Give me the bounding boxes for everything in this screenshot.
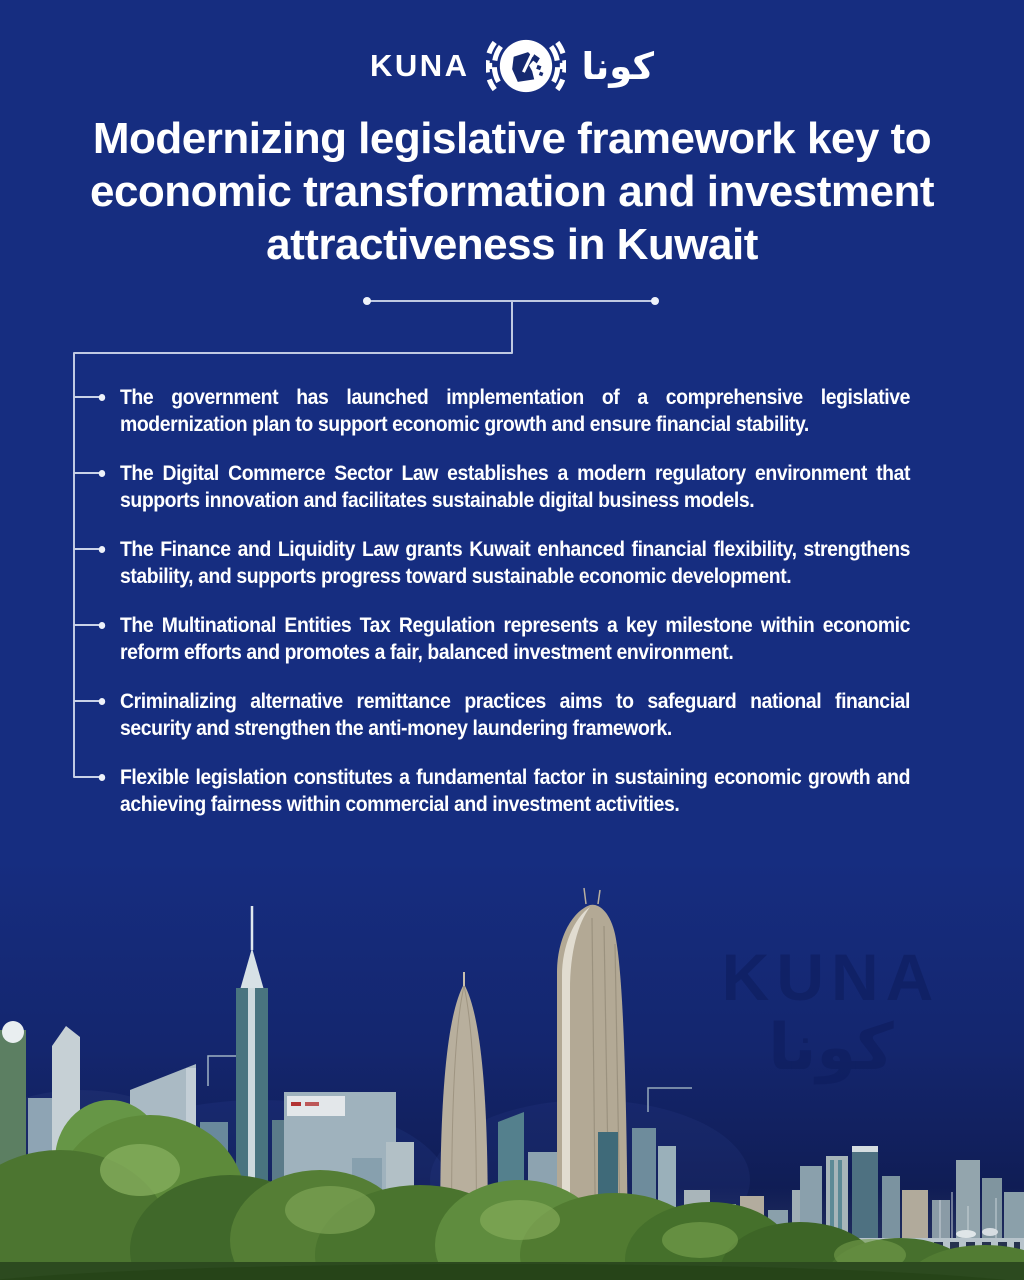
bullet-item: The Finance and Liquidity Law grants Kuwait enhanced financial flexibility, strengthens stability, and supports progress toward sustainable economic development. [120,538,911,588]
bullet-item: Criminalizing alternative remittance practices aims to safeguard national financial security and strengthen the anti-money laundering framework. [120,690,911,740]
kuna-watermark [688,940,974,1085]
watermark-wordmark: KUNA [721,940,941,1014]
page-title-line: economic transformation and investment [89,167,935,216]
watermark-wordmark-arabic: كونا [768,1011,894,1085]
bullet-item: The Digital Commerce Sector Law establishes a modern regulatory environment that supports innovation and facilitates sustainable digital business models. [120,462,911,512]
page-title [0,112,1024,271]
kuna-broadcast-emblem-icon [486,26,566,106]
bullet-list [120,384,910,840]
page-title-line: attractiveness in Kuwait [266,220,758,269]
kuna-logo [0,24,1024,108]
bullet-item: The government has launched implementation of a comprehensive legislative modernization plan to support economic growth and ensure financial stability. [120,386,911,436]
kuna-wordmark: KUNA [369,48,470,83]
bullet-item: The Multinational Entities Tax Regulation represents a key milestone within economic reform efforts and promotes a fair, balanced investment environment. [120,614,911,664]
kuna-wordmark-arabic: كونا [581,44,655,88]
bullet-item: Flexible legislation constitutes a fundamental factor in sustaining economic growth and achieving fairness within commercial and investment activities. [120,766,911,816]
page-title-line: Modernizing legislative framework key to [92,114,932,163]
